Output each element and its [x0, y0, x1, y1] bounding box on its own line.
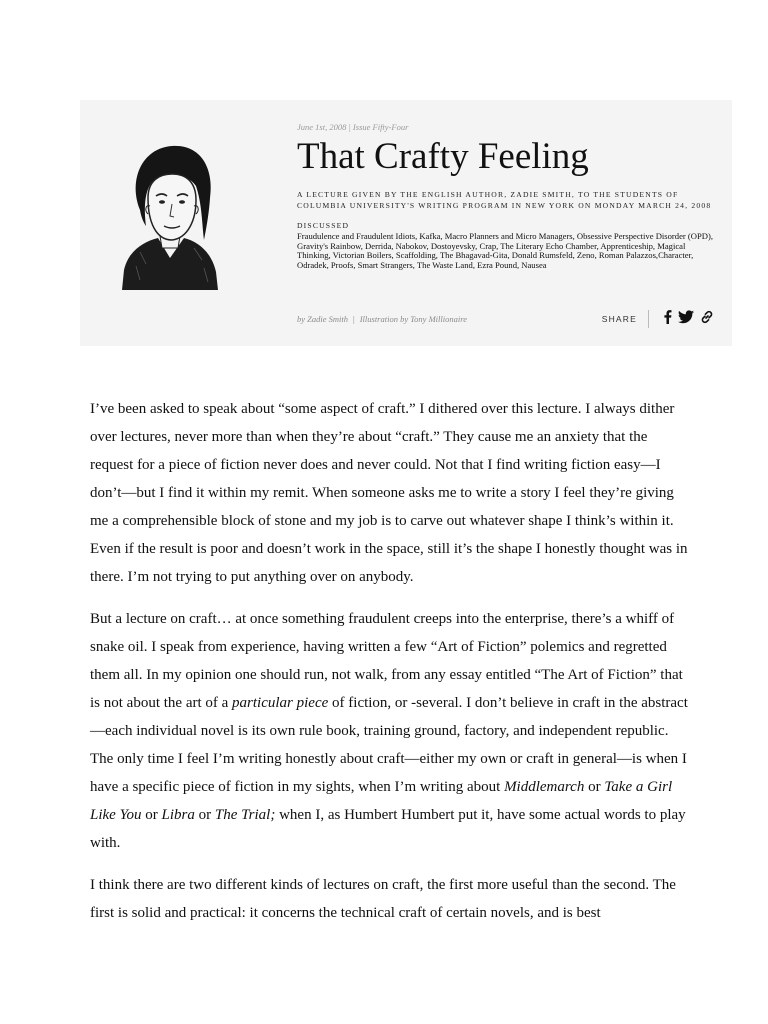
- author-portrait-illustration: [110, 140, 230, 290]
- paragraph-2-text: But a lecture on craft… at once something fraudulent creeps into the enterprise, there’s a whiff of snake oil. I speak from experience, having written a few “Art of Fiction” polemics and regretted them all. In my opinion one should run, not walk, from any essay entitled “The Art of Fiction” that is not about the art of a: [90, 611, 683, 711]
- byline-separator: |: [353, 314, 355, 324]
- article-body: [90, 395, 690, 941]
- paragraph-3: I think there are two different kinds of lectures on craft, the first more useful than the second. The first is solid and practical: it concerns the technical craft of certain novels, and is best: [90, 877, 676, 921]
- article-subtitle: A LECTURE GIVEN BY THE ENGLISH AUTHOR, ZADIE SMITH, TO THE STUDENTS OF COLUMBIA UNIVERSITY'S WRITING PROGRAM IN NEW YORK ON MONDAY MARCH 24, 2008: [297, 190, 712, 210]
- illustrator-credit: Illustration by Tony Millionaire: [359, 314, 467, 324]
- emphasis-particular-piece: particular piece: [232, 695, 329, 711]
- article-header-card: [80, 100, 732, 346]
- book-title-the-trial: The Trial;: [214, 807, 276, 823]
- twitter-icon[interactable]: [678, 310, 694, 329]
- paragraph-2: [90, 605, 690, 857]
- book-title-libra: Libra: [161, 807, 195, 823]
- link-icon[interactable]: [700, 310, 714, 329]
- author-link[interactable]: by Zadie Smith: [297, 314, 348, 324]
- share-label: SHARE: [602, 310, 649, 328]
- page-title: That Crafty Feeling: [297, 136, 589, 177]
- discussed-label: DISCUSSED: [297, 221, 350, 230]
- issue-line: June 1st, 2008 | Issue Fifty-Four: [297, 122, 409, 132]
- book-title-take-a-girl-like-you: Take a Girl Like You: [90, 779, 673, 823]
- book-title-middlemarch: Middlemarch: [504, 779, 585, 795]
- paragraph-2-text: or: [194, 807, 215, 823]
- paragraph-2-text: of fiction, or -several. I don’t believe in craft in the abstract—each individual novel is its own rule book, training ground, factory, and independent republic. The only time I feel I’m writing honestly about craft—either my own or craft in general—is when I have a specific piece of fiction in my sights, when I’m writing about: [90, 695, 688, 795]
- paragraph-2-text: or: [584, 779, 605, 795]
- facebook-icon[interactable]: [663, 309, 672, 329]
- paragraph-2-text: or: [141, 807, 162, 823]
- share-bar: [602, 310, 714, 328]
- header-text: [297, 122, 717, 270]
- paragraph-1: I’ve been asked to speak about “some aspect of craft.” I dithered over this lecture. I always dither over lectures, never more than when they’re about “craft.” They cause me an anxiety that the request for a piece of fiction never does and never could. Not that I find writing fiction easy—I don’t—but I find it within my remit. When someone asks me to write a story I feel they’re giving me a comprehensible block of stone and my job is to carve out whatever shape I think’s within it. Even if the result is poor and doesn’t work in the space, still it’s the shape I honestly thought was in there. I’m not trying to put anything over on anybody.: [90, 401, 688, 585]
- byline: [297, 314, 467, 324]
- paragraph-2-text: when I, as Humbert Humbert put it, have some actual words to play with.: [90, 807, 686, 851]
- discussed-topics: Fraudulence and Fraudulent Idiots, Kafka, Macro Planners and Micro Managers, Obsessive Perspective Disorder (OPD), Gravity's Rainbow, Derrida, Nabokov, Dostoyevsky, Crap, The Literary Echo Chamber, Apprenticeship, Magical Thinking, Victorian Boilers, Scaffolding, The Bhagavad-Gita, Donald Rumsfeld, Zeno, Roman Palazzos,Character, Odradek, Proofs, Smart Strangers, The Waste Land, Ezra Pound, Nausea: [297, 231, 713, 270]
